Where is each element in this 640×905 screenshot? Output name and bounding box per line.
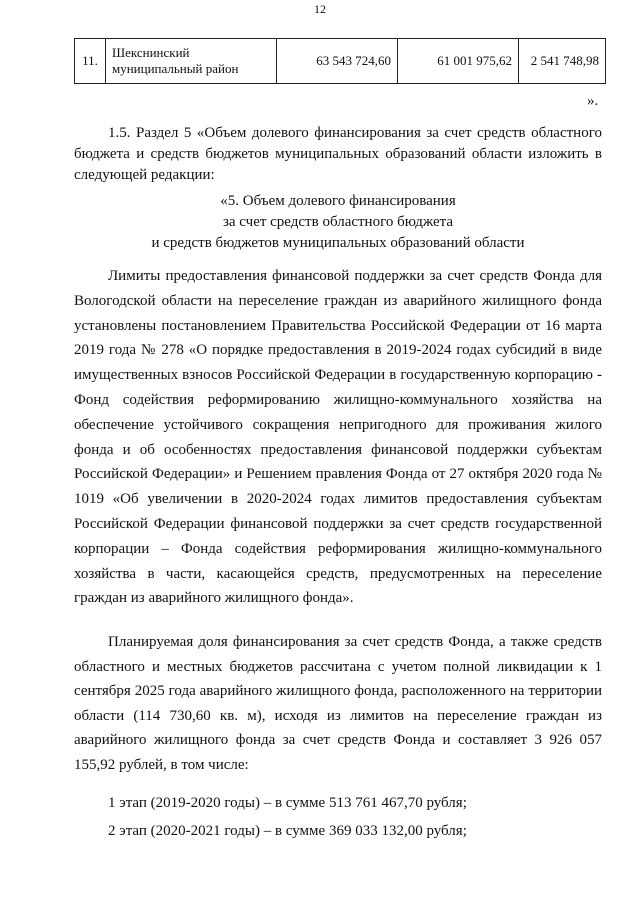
heading-line-1: «5. Объем долевого финансирования xyxy=(220,193,456,209)
heading-line-2: за счет средств областного бюджета xyxy=(222,214,454,230)
row-index: 11. xyxy=(75,39,106,84)
page-number: 12 xyxy=(314,2,326,16)
row-municipality xyxy=(106,39,277,84)
paragraph-limits: Лимиты предоставления финансовой поддержки за счет средств Фонда для Вологодской области на переселение граждан из аварийного жилищного фонда установлены постановлением Правительства Российской Федерации от 16 марта 2019 года № 278 «О порядке предоставления в 2019-2024 годах субсидий в виде имущественных взносов Российской Федерации в государственную корпорацию - Фонд содействия реформированию жилищно-коммунального хозяйства на обеспечение устойчивого сокращения непригодного для проживания жилого фонда и об особенностях предоставления финансовой поддержки субъектам Российской Федерации» и Решением правления Фонда от 27 октября 2020 года № 1019 «Об увеличении в 2020-2024 годах лимитов предоставления субъектам Российской Федерации финансовой поддержки за счет средств государственной корпорации – Фонда содействия реформирования жилищно-коммунального хозяйства в части, касающейся средств, предусмотренных на переселение граждан из аварийного жилищного фонда». xyxy=(74,268,602,607)
paragraph-funding-share: Планируемая доля финансирования за счет средств Фонда, а также средств областного и местных бюджетов рассчитана с учетом полной ликвидации к 1 сентября 2025 года аварийного жилищного фонда, расположенного на территории области (114 730,60 кв. м), исходя из лимитов на переселение граждан из аварийного жилищного фонда за счет средств Фонда и составляет 3 926 057 155,92 рублей, в том числе: xyxy=(74,634,602,773)
heading-line-3: и средств бюджетов муниципальных образований области xyxy=(151,235,525,251)
row-value-1: 63 543 724,60 xyxy=(277,39,398,84)
row-value-3: 2 541 748,98 xyxy=(519,39,606,84)
section-intro: 1.5. Раздел 5 «Объем долевого финансирования за счет средств областного бюджета и средств бюджетов муниципальных образований области изложить в следующей редакции: xyxy=(74,125,602,183)
table-row xyxy=(75,39,606,84)
stage-1-line: 1 этап (2019-2020 годы) – в сумме 513 761 467,70 рубля; xyxy=(108,795,467,811)
stage-2-line: 2 этап (2020-2021 годы) – в сумме 369 033 132,00 рубля; xyxy=(108,823,467,839)
funding-table-grid xyxy=(74,38,606,84)
section-heading xyxy=(74,191,602,254)
funding-table xyxy=(74,38,606,84)
municipality-line2: муниципальный район xyxy=(112,61,239,76)
municipality-line1: Шекснинский xyxy=(112,45,190,60)
closing-quote: ». xyxy=(587,93,599,109)
row-value-2: 61 001 975,62 xyxy=(398,39,519,84)
